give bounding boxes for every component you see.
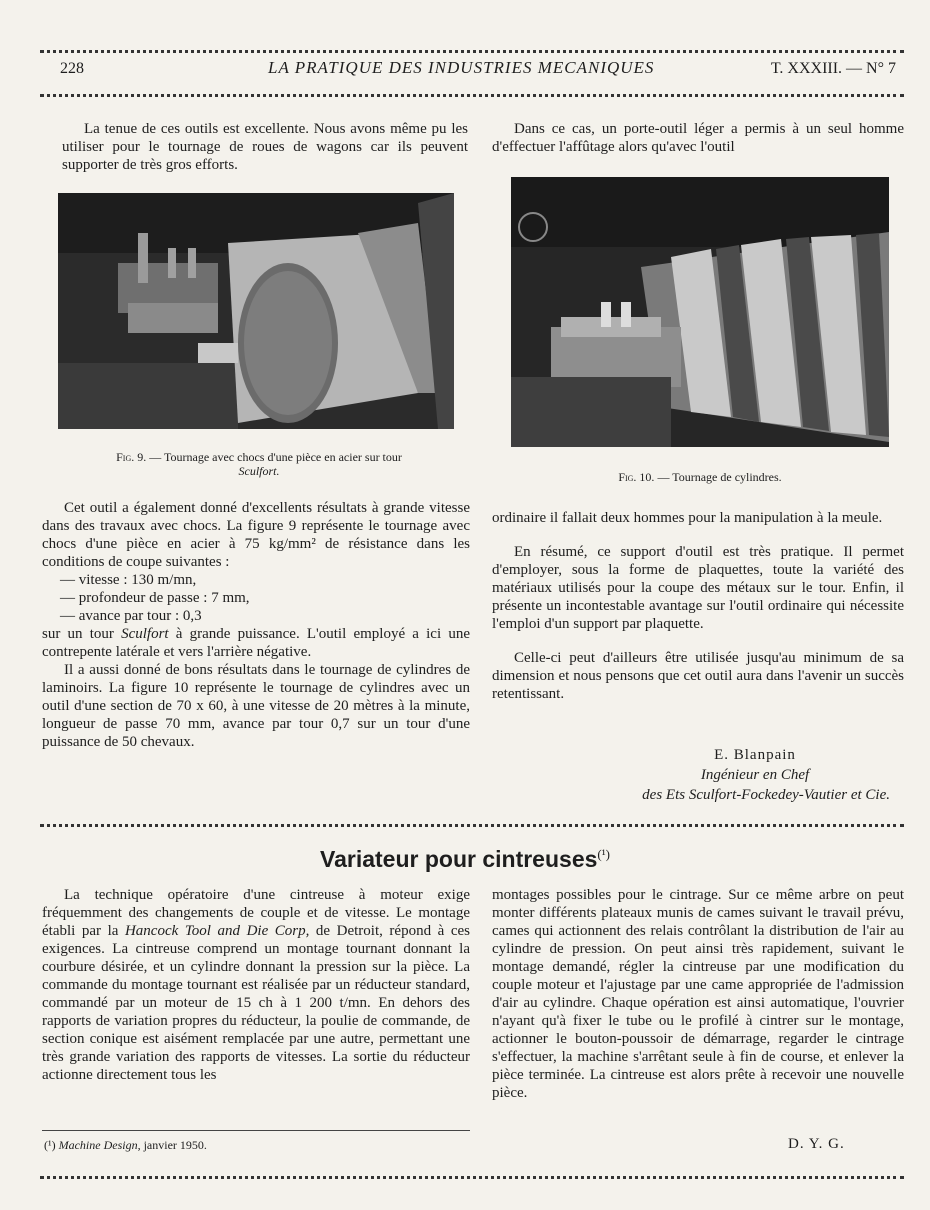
footnote-date: janvier 1950.: [143, 1138, 207, 1152]
intro-right-column: [492, 120, 904, 156]
article1-right-body: [492, 509, 904, 703]
author-company: des Ets Sculfort-Fockedey-Vautier et Cie.: [642, 787, 890, 803]
figure-9-caption-text: — Tournage avec chocs d'une pièce en acier sur tour: [149, 450, 402, 464]
volume-number: T. XXXIII. — N° 7: [770, 60, 896, 77]
lathe-shock-turning-image: [58, 193, 454, 429]
cylinder-turning-image: [511, 177, 889, 447]
paragraph-lathe: sur un tour Sculfort à grande puissance. L'outil employé a ici une contrepente latérale et vers l'arrière négative.: [42, 626, 470, 660]
article2-right-body: [492, 886, 904, 1102]
article2-left-body: [42, 886, 470, 1084]
figure-9-label: Fig. 9.: [116, 450, 147, 464]
cutting-condition-feed: — avance par tour : 0,3: [60, 608, 202, 624]
paragraph-cylinders: Il a aussi donné de bons résultats dans le tournage de cylindres de laminoirs. La figure 10 représente le tournage de cylindres avec un outil d'une section de 70 x 60, à une vitesse de 20 mètres à la minute, longueur de passe 70 mm, avance par tour 0,7 sur un tour d'une puissance de 50 chevaux.: [42, 662, 470, 750]
running-header: [60, 58, 900, 84]
author-signature: [560, 745, 890, 805]
figure-9-caption: [44, 450, 474, 478]
intro-paragraph-left: La tenue de ces outils est excellente. Nous avons même pu les utiliser pour le tournage de roues de wagons car ils peuvent supporter de très gros efforts.: [62, 121, 468, 173]
bottom-dotted-rule: [40, 1176, 904, 1179]
paragraph-grinding: ordinaire il fallait deux hommes pour la manipulation à la meule.: [492, 510, 883, 526]
figure-10-caption: [511, 470, 889, 484]
page-number: 228: [60, 60, 84, 77]
author-name: E. Blanpain: [714, 747, 796, 763]
cutting-condition-speed: — vitesse : 130 m/mn,: [60, 572, 197, 588]
cutting-condition-depth: — profondeur de passe : 7 mm,: [60, 590, 250, 606]
paragraph-bending-technique: La technique opératoire d'une cintreuse à moteur exige fréquemment des changements de couple et de vitesse. Le montage établi par la Hancock Tool and Die Corp, de Detroit, répond à ces exigences. La cintreuse comprend un montage tournant donnant la courbure désirée, et un cylindre donnant la pression sur la pièce. La commande du montage tournant est réalisée par un réducteur standard, commandé par un moteur de 15 ch à 1 200 t/mn. En dehors des rapports de variation propres du réducteur, la poulie de commande, de section conique est aisément remplacée par une autre, permettant une très grande variation des rapports de vitesses. La sortie du réducteur actionne directement tous les: [42, 887, 471, 1083]
figure-10-label: Fig. 10.: [618, 470, 655, 484]
article1-left-body: [42, 499, 470, 751]
header-dotted-rule: [40, 94, 904, 97]
article2-signature: D. Y. G.: [788, 1136, 845, 1152]
article2-title: Variateur pour cintreuses$^{(^1)}$: [320, 846, 610, 872]
intro-left-column: [62, 120, 468, 174]
section-dotted-rule: [40, 824, 904, 827]
company-hancock: Hancock Tool and Die Corp,: [124, 923, 310, 939]
footnote: [44, 1138, 207, 1153]
title-footnote-mark: (¹): [597, 846, 610, 862]
figure-9-photo: [58, 193, 454, 429]
footnote-source: Machine Design,: [58, 1138, 141, 1152]
paragraph-high-speed: Cet outil a également donné d'excellents résultats à grande vitesse dans des travaux avec chocs. La figure 9 représente le tournage avec chocs d'une pièce en acier à 75 kg/mm² de résistance dans les conditions de coupe suivantes :: [42, 500, 470, 570]
paragraph-summary: En résumé, ce support d'outil est très pratique. Il permet d'employer, sous la forme de plaquettes, toute la variété des matériaux utilisés pour la coupe des métaux sur le tour. Enfin, il présente un incontestable avantage sur l'outil ordinaire qui nécessite l'emploi d'un support par plaquette.: [492, 544, 904, 632]
journal-title: LA PRATIQUE DES INDUSTRIES MECANIQUES: [268, 58, 655, 77]
figure-10-photo: [511, 177, 889, 447]
top-dotted-rule: [40, 50, 904, 53]
brand-sculfort: Sculfort: [121, 626, 169, 642]
paragraph-future: Celle-ci peut d'ailleurs être utilisée jusqu'au minimum de sa dimension et nous pensons que cet outil aura dans l'avenir un succès retentissant.: [492, 650, 904, 702]
paragraph-mountings: montages possibles pour le cintrage. Sur ce même arbre on peut monter différents plateaux munis de cames suivant le travail prévu, cames qui actionnent des relais contrôlant la distribution de l'air au cylindre de pression. On peut ainsi très rapidement, suivant le montage demandé, régler la cintreuse par une modification du couple moteur et l'ajustage par une came appropriée de l'admission d'air au cylindre. Chaque opération est ainsi automatique, l'ouvrier n'ayant qu'à fixer le tube ou le profilé à cintrer sur le montage, actionner le bouton-poussoir de démarrage, regarder le cintrage s'effectuer, la machine s'arrêtant seule à fin de course, et enlever la pièce terminée. La cintreuse est alors prête à recevoir une nouvelle pièce.: [492, 887, 904, 1101]
figure-10-caption-text: — Tournage de cylindres.: [657, 470, 782, 484]
intro-paragraph-right: Dans ce cas, un porte-outil léger a permis à un seul homme d'effectuer l'affûtage alors qu'avec l'outil: [492, 121, 904, 155]
figure-9-caption-brand: Sculfort.: [238, 464, 280, 478]
author-title: Ingénieur en Chef: [700, 767, 810, 783]
footnote-mark: (¹): [44, 1138, 56, 1152]
footnote-rule: [42, 1130, 470, 1131]
